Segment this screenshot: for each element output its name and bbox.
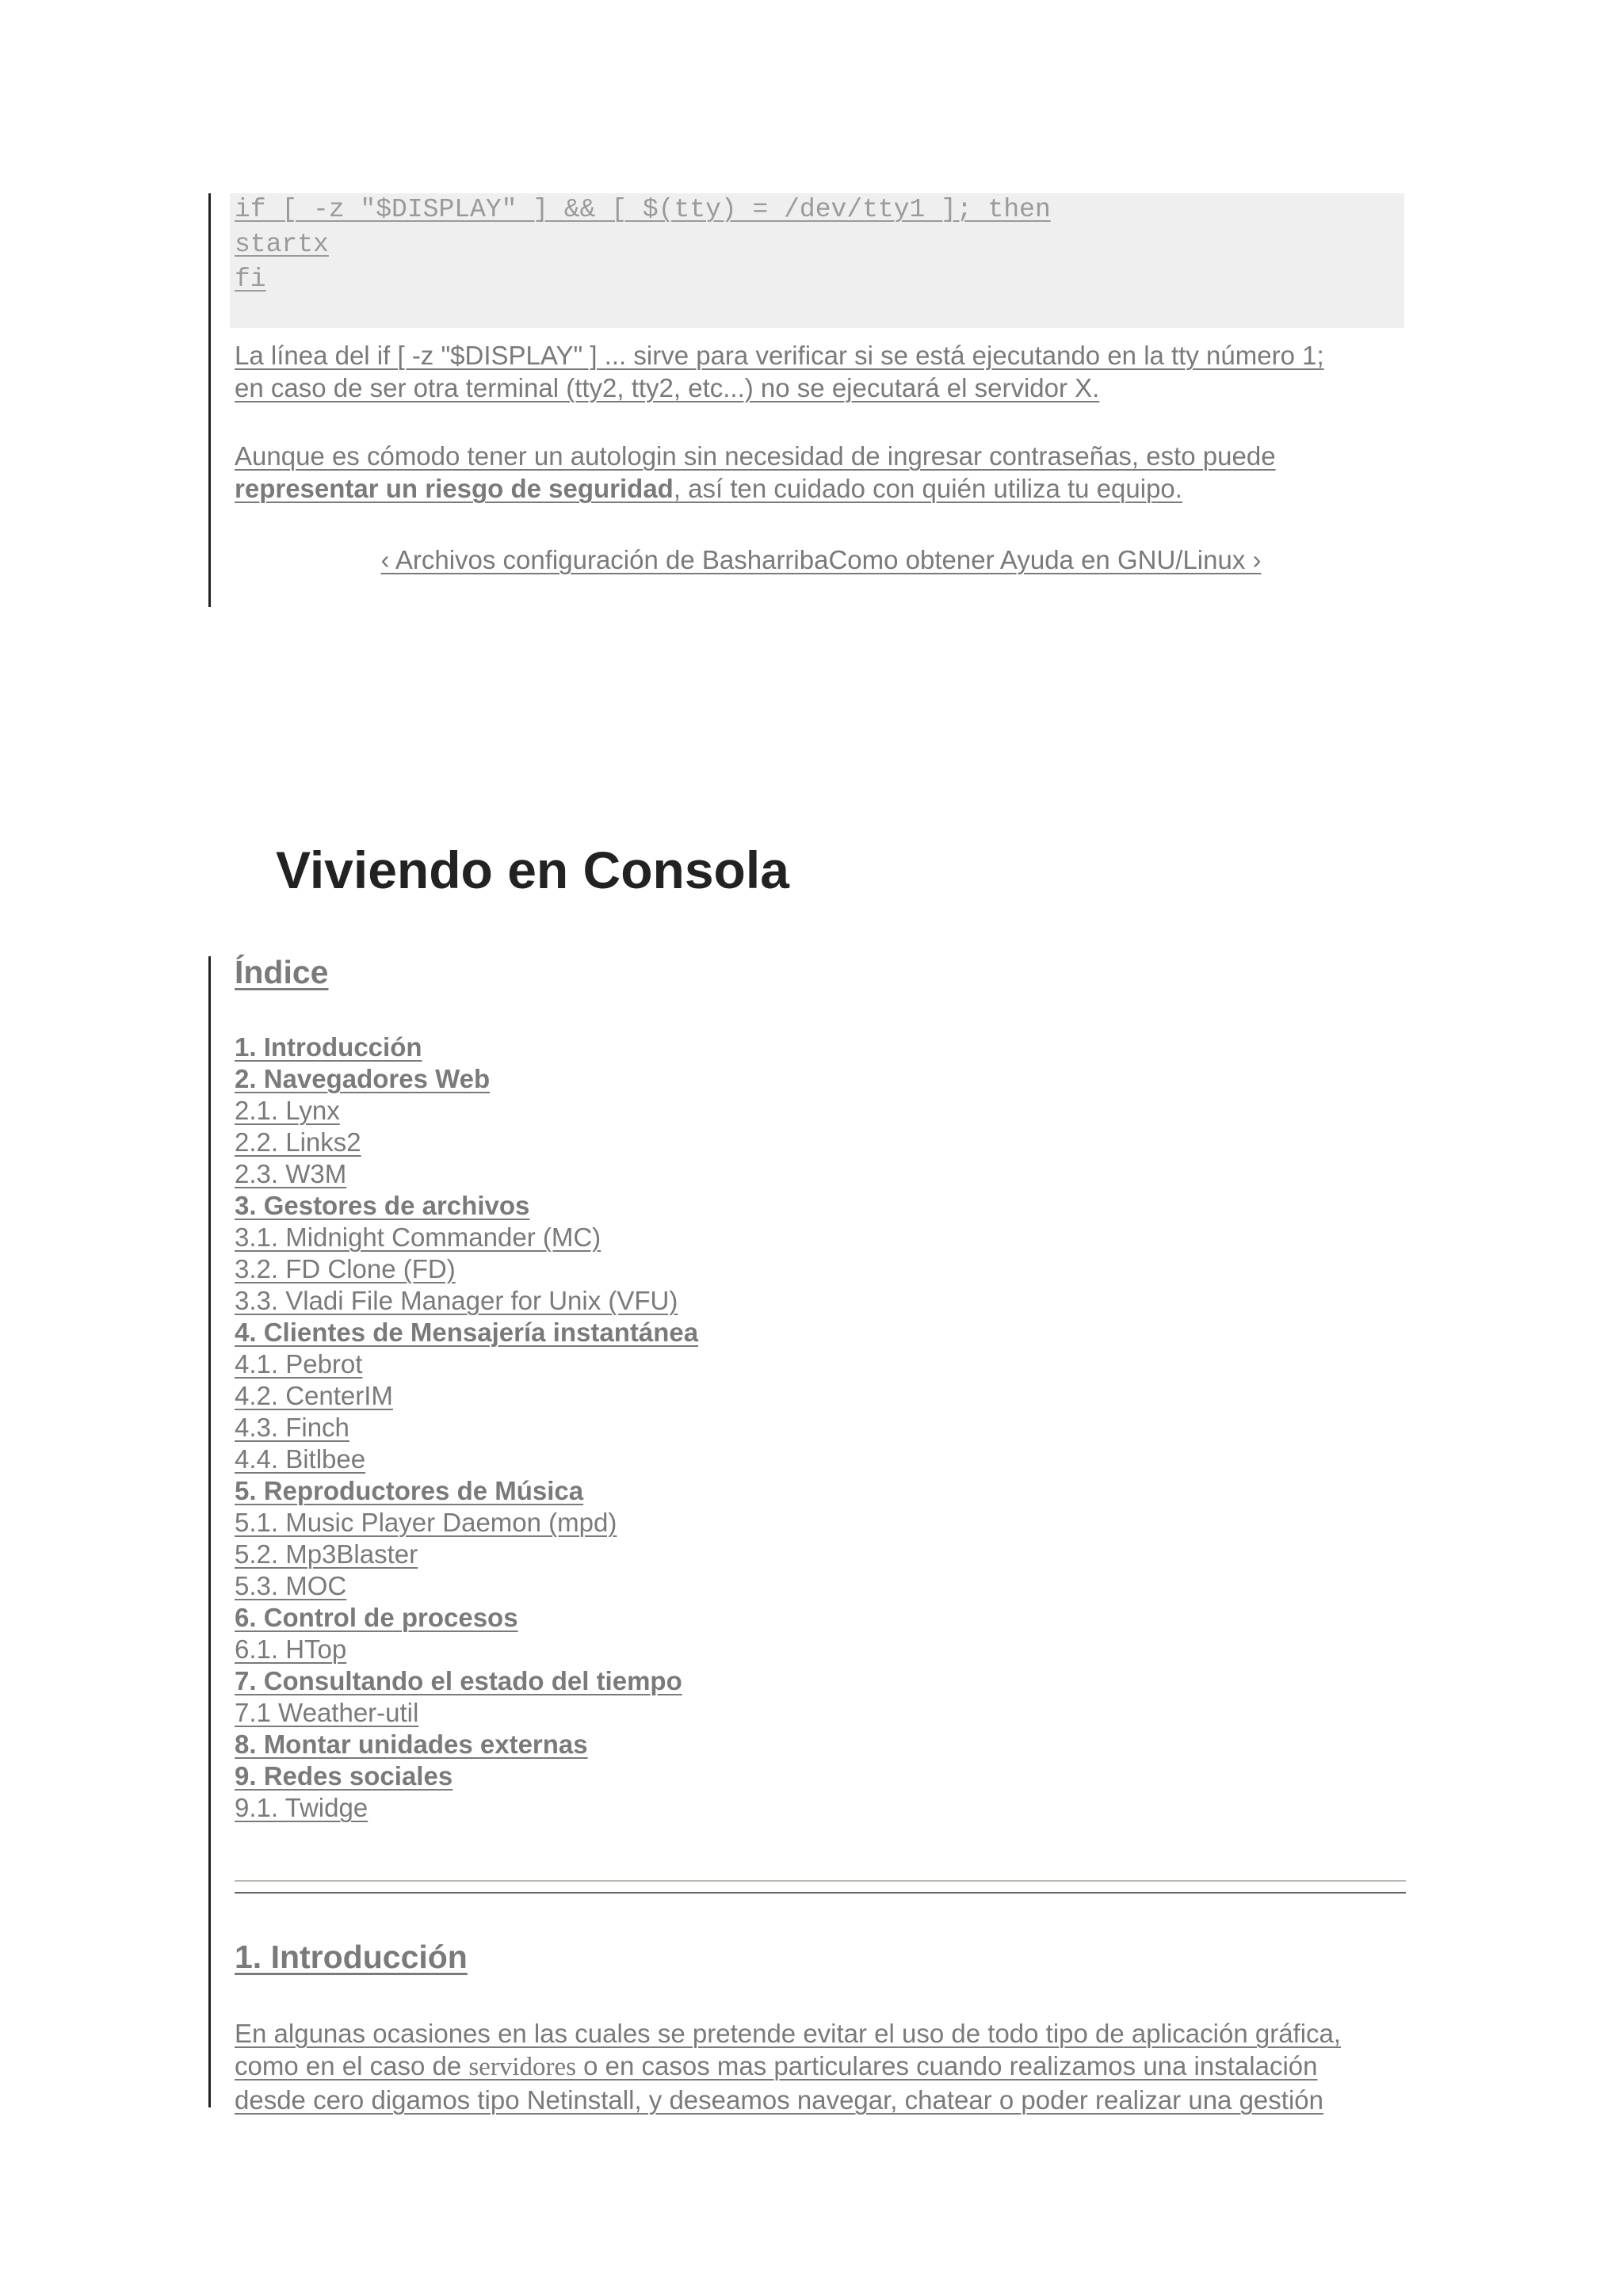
toc-item: [235, 1729, 698, 1760]
toc-item: [235, 1697, 698, 1729]
toc-link[interactable]: 2.3. W3M: [235, 1159, 347, 1188]
toc-link[interactable]: 4.1. Pebrot: [235, 1349, 363, 1379]
paragraph-line: Aunque es cómodo tener un autologin sin necesidad de ingresar contraseñas, esto puede: [235, 441, 1276, 471]
table-of-contents: [235, 1032, 698, 1824]
toc-item: [235, 1412, 698, 1444]
toc-item: [235, 1507, 698, 1539]
code-line: if [ -z "$DISPLAY" ] && [ $(tty) = /dev/tty1 ]; then: [235, 195, 1051, 224]
toc-item: [235, 1348, 698, 1380]
toc-link[interactable]: 6.1. HTop: [235, 1634, 347, 1664]
prev-post-link[interactable]: ‹ Archivos configuración de Basharriba: [380, 545, 829, 574]
toc-item: [235, 1602, 698, 1634]
paragraph-line: La línea del if [ -z "$DISPLAY" ] ... sirve para verificar si se está ejecutando en la tty número 1;: [235, 341, 1324, 370]
toc-link[interactable]: 4.4. Bitlbee: [235, 1444, 366, 1474]
toc-link[interactable]: 2.2. Links2: [235, 1127, 361, 1157]
toc-link[interactable]: 7. Consultando el estado del tiempo: [235, 1666, 682, 1695]
paragraph-tty-check: [235, 339, 1407, 404]
toc-item: [235, 1063, 698, 1095]
code-line: startx: [235, 230, 329, 259]
toc-link[interactable]: 5. Reproductores de Música: [235, 1476, 584, 1505]
toc-item: [235, 1539, 698, 1570]
toc-item: [235, 1032, 698, 1063]
toc-link[interactable]: 3.2. FD Clone (FD): [235, 1254, 456, 1283]
toc-link[interactable]: 9.1. Twidge: [235, 1793, 369, 1822]
toc-link[interactable]: 2.1. Lynx: [235, 1096, 340, 1125]
toc-link[interactable]: 2. Navegadores Web: [235, 1064, 491, 1093]
toc-link[interactable]: 7.1 Weather-util: [235, 1698, 419, 1727]
text-fragment: como en el caso de: [235, 2051, 469, 2081]
toc-link[interactable]: 5.1. Music Player Daemon (mpd): [235, 1508, 617, 1537]
paragraph-line: desde cero digamos tipo Netinstall, y deseamos navegar, chatear o poder realizar una gestión: [235, 2085, 1323, 2115]
code-line: fi: [235, 265, 266, 294]
warning-rest: , así ten cuidado con quién utiliza tu equipo.: [673, 474, 1182, 503]
toc-link[interactable]: 5.3. MOC: [235, 1571, 347, 1600]
toc-link[interactable]: 4. Clientes de Mensajería instantánea: [235, 1318, 699, 1347]
toc-item: [235, 1285, 698, 1317]
toc-item: [235, 1634, 698, 1665]
paragraph-line: [235, 472, 1407, 505]
intro-paragraph: [235, 2017, 1407, 2116]
toc-item: [235, 1253, 698, 1285]
bold-warning: representar un riesgo de seguridad: [235, 474, 674, 503]
paragraph-line: en caso de ser otra terminal (tty2, tty2, etc...) no se ejecutará el servidor X.: [235, 373, 1100, 402]
toc-link[interactable]: 3.1. Midnight Commander (MC): [235, 1222, 601, 1252]
next-post-link[interactable]: Como obtener Ayuda en GNU/Linux ›: [828, 545, 1262, 574]
toc-item: [235, 1380, 698, 1412]
toc-link[interactable]: 1. Introducción: [235, 1032, 422, 1062]
page-title: Viviendo en Consola: [276, 841, 789, 899]
index-heading: Índice: [235, 954, 329, 990]
toc-item: [235, 1127, 698, 1158]
paragraph-security-warning: [235, 440, 1407, 505]
toc-item: [235, 1570, 698, 1602]
toc-item: [235, 1190, 698, 1222]
servidores-link: servidores: [468, 2053, 576, 2081]
blockquote-bar: [208, 956, 211, 2107]
toc-link[interactable]: 3. Gestores de archivos: [235, 1191, 530, 1220]
text-fragment: o en casos mas particulares cuando realizamos una instalación: [575, 2051, 1318, 2081]
toc-item: [235, 1317, 698, 1348]
intro-heading: 1. Introducción: [235, 1939, 468, 1975]
toc-item: [235, 1095, 698, 1127]
toc-item: [235, 1475, 698, 1507]
toc-link[interactable]: 6. Control de procesos: [235, 1603, 518, 1632]
paragraph-line: [235, 2050, 1407, 2084]
divider: [235, 1892, 1406, 1894]
blockquote-bar: [208, 193, 211, 607]
toc-link[interactable]: 4.3. Finch: [235, 1413, 349, 1442]
paragraph-line: En algunas ocasiones en las cuales se pretende evitar el uso de todo tipo de aplicación gráfica,: [235, 2019, 1342, 2048]
toc-item: [235, 1760, 698, 1792]
toc-item: [235, 1665, 698, 1697]
toc-link[interactable]: 5.2. Mp3Blaster: [235, 1539, 418, 1569]
post-navigation: [235, 543, 1407, 576]
toc-link[interactable]: 9. Redes sociales: [235, 1761, 453, 1791]
toc-item: [235, 1792, 698, 1824]
toc-link[interactable]: 8. Montar unidades externas: [235, 1730, 588, 1759]
divider: [235, 1880, 1406, 1882]
toc-item: [235, 1158, 698, 1190]
toc-item: [235, 1444, 698, 1475]
toc-link[interactable]: 3.3. Vladi File Manager for Unix (VFU): [235, 1286, 678, 1315]
toc-link[interactable]: 4.2. CenterIM: [235, 1381, 393, 1410]
toc-item: [235, 1222, 698, 1253]
code-block: [230, 193, 1404, 328]
